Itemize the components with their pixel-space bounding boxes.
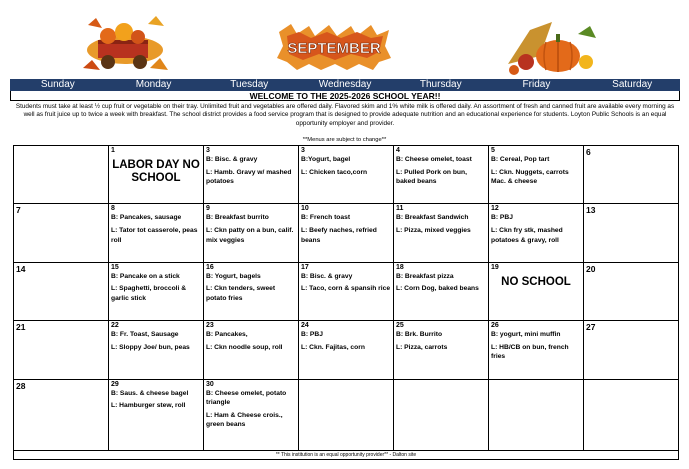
weekday-label: Saturday: [612, 79, 653, 90]
breakfast-item: B: French toast: [301, 214, 351, 222]
calendar-day-cell: [109, 379, 204, 451]
breakfast-item: B: Saus. & cheese bagel: [111, 389, 189, 397]
lunch-item: L: Spaghetti, broccoli & garlic stick: [111, 285, 187, 302]
intro-paragraph: Students must take at least ½ cup fruit or vegetable on their tray. Unlimited fruit and vegetables are offered daily. Flavored skim and 1% white milk is offered daily. An assortment of fresh and canned fruit are available every morning as well as fruit juice up to twice a week with breakfast. The school district provides a food service program that is designed to provide adequate nutrition and an educational experience for students. Loyton Public Schools is an equal opportunity employer and provider.: [15, 103, 675, 127]
calendar-day-cell: [584, 262, 679, 320]
calendar-day-cell: [299, 204, 394, 262]
breakfast-item: B: Cheese omelet, toast: [396, 156, 472, 163]
day-number: 6: [586, 147, 591, 157]
breakfast-item: B: Pancakes,: [206, 331, 248, 339]
breakfast-item: B: Breakfast Sandwich: [396, 214, 469, 222]
calendar-day-cell: [394, 321, 489, 379]
calendar-week-row: [14, 321, 679, 379]
calendar-day-cell: [394, 262, 489, 320]
day-number: 25: [396, 322, 404, 330]
calendar-day-cell: [489, 146, 584, 204]
calendar-day-cell: [14, 321, 109, 379]
day-number: 10: [301, 205, 309, 213]
day-number: 5: [491, 147, 495, 154]
calendar-day-cell: [204, 321, 299, 379]
lunch-item: L: Hamburger stew, roll: [111, 402, 186, 410]
day-number: 19: [491, 263, 499, 271]
day-number: 27: [586, 322, 596, 333]
lunch-item: L: Pulled Pork on bun, baked beans: [396, 168, 467, 186]
day-number: 9: [206, 205, 210, 213]
lunch-item: L: Chicken taco,corn: [301, 168, 368, 176]
lunch-item: L: Ckn fry stk, mashed potatoes & gravy, roll: [491, 226, 563, 244]
day-number: 4: [396, 147, 400, 154]
breakfast-item: B: Cheese omelet, potato triangle: [206, 389, 287, 407]
weekday-header-bar: [10, 79, 680, 91]
lunch-item: L: Ckn tenders, sweet potato fries: [206, 285, 276, 302]
calendar-day-cell: [584, 204, 679, 262]
calendar-week-row: [14, 146, 679, 204]
calendar-day-cell: [14, 146, 109, 204]
calendar-day-cell: [299, 262, 394, 320]
weekday-label: Monday: [135, 79, 172, 90]
lunch-item: L: HB/CB on bun, french fries: [491, 343, 569, 361]
breakfast-item: B: Pancake on a stick: [111, 272, 180, 280]
calendar-day-cell: [14, 262, 109, 320]
calendar-week-row: [14, 204, 679, 262]
lunch-item: L: Beefy naches, refried beans: [301, 226, 377, 244]
weekday-label: Tuesday: [230, 79, 269, 90]
calendar-day-cell: [204, 262, 299, 320]
breakfast-item: B: PBJ: [301, 331, 323, 339]
calendar-day-cell: [584, 321, 679, 379]
welcome-banner: WELCOME TO THE 2025-2026 SCHOOL YEAR!!: [10, 91, 680, 101]
breakfast-item: B: Bisc. & gravy: [301, 272, 353, 280]
day-number: 13: [586, 205, 596, 216]
day-number: 21: [16, 322, 26, 333]
calendar-day-cell: [204, 204, 299, 262]
lunch-item: L: Ckn patty on a bun, calif. mix veggies: [206, 226, 294, 244]
breakfast-item: B: Fr. Toast, Sausage: [111, 331, 179, 339]
breakfast-item: B: Yogurt, bagels: [206, 272, 261, 280]
calendar-day-cell: [14, 204, 109, 262]
day-number: 18: [396, 263, 404, 271]
breakfast-item: B: Bisc. & gravy: [206, 156, 258, 163]
lunch-item: L: Ckn. Nuggets, carrots Mac. & cheese: [491, 168, 569, 186]
lunch-item: L: Taco, corn & spansih rice: [301, 285, 391, 293]
lunch-item: L: Sloppy Joe/ bun, peas: [111, 343, 190, 351]
day-number: 22: [111, 322, 119, 330]
day-number: 3: [301, 147, 305, 154]
calendar-day-cell: [584, 379, 679, 451]
lunch-item: L: Tator tot casserole, peas roll: [111, 226, 198, 244]
breakfast-item: B: Pancakes, sausage: [111, 214, 182, 222]
lunch-item: L: Pizza, mixed veggies: [396, 226, 471, 234]
calendar-day-cell: [584, 146, 679, 204]
lunch-item: L: Ckn. Fajitas, corn: [301, 343, 365, 351]
day-number: 23: [206, 322, 214, 330]
calendar-day-cell: [489, 379, 584, 451]
calendar-day-cell: [394, 379, 489, 451]
calendar-day-cell: [204, 146, 299, 204]
calendar-day-cell: [204, 379, 299, 451]
calendar-day-cell: [394, 204, 489, 262]
calendar-day-cell: [299, 379, 394, 451]
breakfast-item: B: PBJ: [491, 214, 513, 222]
menu-change-note: **Menus are subject to change**: [302, 137, 387, 143]
calendar-day-cell: [489, 321, 584, 379]
day-number: 26: [491, 322, 499, 330]
breakfast-item: B: yogurt, mini muffin: [491, 331, 561, 339]
no-school-notice: NO SCHOOL: [501, 275, 571, 288]
calendar-day-cell: [109, 321, 204, 379]
calendar-day-cell: [489, 204, 584, 262]
september-title-art: [275, 22, 393, 72]
day-number: 20: [586, 263, 596, 274]
weekday-label: Thursday: [419, 79, 462, 90]
calendar-day-cell: [394, 146, 489, 204]
breakfast-item: B: Brk. Burrito: [396, 331, 443, 339]
day-number: 12: [491, 205, 499, 213]
menu-calendar: [13, 145, 679, 451]
calendar-week-row: [14, 379, 679, 451]
lunch-item: L: Ckn noodle soup, roll: [206, 343, 283, 351]
weekday-label: Friday: [522, 79, 551, 90]
calendar-day-cell: [489, 262, 584, 320]
weekday-label: Sunday: [40, 79, 75, 90]
calendar-week-row: [14, 262, 679, 320]
day-number: 28: [16, 380, 26, 391]
lunch-item: L: Corn Dog, baked beans: [396, 285, 479, 293]
calendar-day-cell: [109, 262, 204, 320]
day-number: 29: [111, 380, 119, 388]
day-number: 16: [206, 263, 214, 271]
calendar-day-cell: [109, 204, 204, 262]
footer-note: ** This institution is an equal opportunity provider** - Dalton site: [13, 451, 679, 460]
day-number: 14: [16, 263, 26, 274]
day-number: 24: [301, 322, 309, 330]
calendar-day-cell: [109, 146, 204, 204]
no-school-notice: LABOR DAY NO SCHOOL: [112, 159, 200, 184]
lunch-item: L: Ham & Cheese crois., green beans: [206, 411, 283, 429]
day-number: 8: [111, 205, 115, 213]
calendar-day-cell: [299, 321, 394, 379]
day-number: 11: [396, 205, 404, 213]
day-number: 17: [301, 263, 309, 271]
harvest-wagon-image: [78, 10, 173, 76]
breakfast-item: B:Yogurt, bagel: [301, 156, 351, 163]
day-number: 7: [16, 205, 21, 216]
lunch-item: L: Hamb. Gravy w/ mashed potatoes: [206, 168, 292, 186]
day-number: 3: [206, 147, 210, 154]
day-number: 1: [111, 147, 115, 154]
calendar-day-cell: [14, 379, 109, 451]
weekday-label: Wednesday: [318, 79, 372, 90]
breakfast-item: B: Cereal, Pop tart: [491, 156, 550, 163]
breakfast-item: B: Breakfast burrito: [206, 214, 269, 222]
day-number: 15: [111, 263, 119, 271]
pumpkin-harvest-image: [500, 12, 600, 78]
breakfast-item: B: Breakfast pizza: [396, 272, 454, 280]
calendar-day-cell: [299, 146, 394, 204]
month-title: SEPTEMBER: [287, 40, 381, 57]
day-number: 30: [206, 380, 214, 388]
lunch-item: L: Pizza, carrots: [396, 343, 448, 351]
